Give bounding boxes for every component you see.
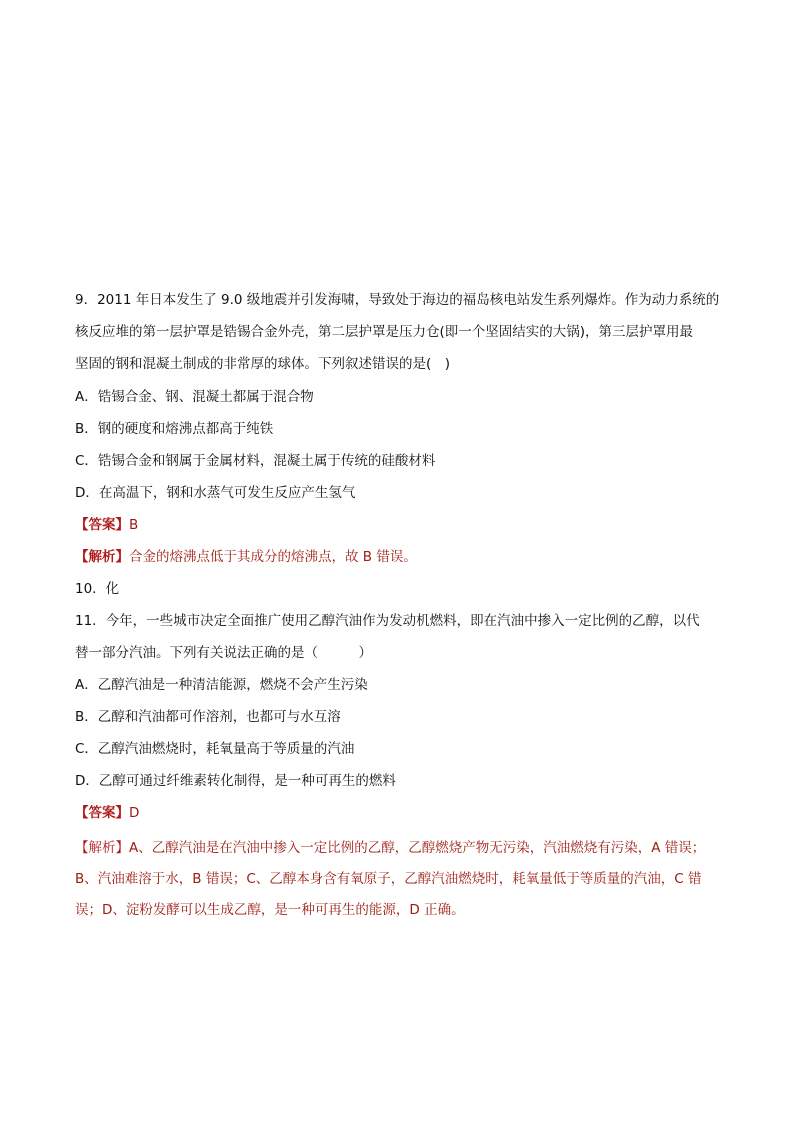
analysis-text: 合金的熔沸点低于其成分的熔沸点，故 B 错误。 — [129, 549, 417, 565]
q11-analysis-line-3: 误；D、淀粉发酵可以生成乙醇，是一种可再生的能源，D 正确。 — [75, 902, 465, 918]
q11-option-b: B．乙醇和汽油都可作溶剂，也都可与水互溶 — [75, 709, 341, 725]
q11-answer — [75, 804, 139, 822]
q9-option-c: C．锆锡合金和钢属于金属材料，混凝土属于传统的硅酸材料 — [75, 453, 436, 469]
answer-value: D — [129, 805, 140, 821]
q9-stem-line-2: 核反应堆的第一层护罩是锆锡合金外壳，第二层护罩是压力仓(即一个坚固结实的大锅)，第三层护罩用最 — [75, 324, 694, 340]
q9-analysis — [75, 548, 417, 566]
q9-stem-line-3: 坚固的钢和混凝土制成的非常厚的球体。下列叙述错误的是( ) — [75, 356, 451, 372]
q9-option-d: D．在高温下，钢和水蒸气可发生反应产生氢气 — [75, 485, 356, 501]
answer-value: B — [129, 517, 139, 533]
q10-stem: 10．化 — [75, 581, 120, 597]
q11-option-c: C．乙醇汽油燃烧时，耗氧量高于等质量的汽油 — [75, 741, 355, 757]
q9-option-b: B．钢的硬度和熔沸点都高于纯铁 — [75, 421, 274, 437]
q9-option-a: A．锆锡合金、钢、混凝土都属于混合物 — [75, 389, 314, 405]
q11-stem-line-1: 11．今年，一些城市决定全面推广使用乙醇汽油作为发动机燃料，即在汽油中掺入一定比例的乙醇，以代 — [75, 613, 700, 629]
answer-tag: 【答案】 — [75, 805, 129, 821]
answer-tag: 【答案】 — [75, 517, 129, 533]
analysis-tag: 【解析】 — [75, 549, 129, 565]
q11-stem-line-2: 替一部分汽油。下列有关说法正确的是（ ） — [75, 645, 372, 661]
q11-analysis-line-2: B、汽油难溶于水，B 错误；C、乙醇本身含有氧原子，乙醇汽油燃烧时，耗氧量低于等质量的汽油，C 错 — [75, 871, 702, 887]
q11-analysis — [75, 833, 723, 926]
q11-option-a: A．乙醇汽油是一种清洁能源，燃烧不会产生污染 — [75, 677, 368, 693]
q9-answer — [75, 516, 138, 534]
q9-stem-line-1: 9．2011 年日本发生了 9.0 级地震并引发海啸，导致处于海边的福岛核电站发生系列爆炸。作为动力系统的 — [75, 292, 720, 308]
q11-option-d: D．乙醇可通过纤维素转化制得，是一种可再生的燃料 — [75, 773, 396, 789]
analysis-tag: 【解析】 — [75, 840, 129, 856]
analysis-text: A、乙醇汽油是在汽油中掺入一定比例的乙醇，乙醇燃烧产物无污染，汽油燃烧有污染，A 错误； — [129, 840, 706, 856]
q11-analysis-line-1 — [75, 833, 723, 864]
